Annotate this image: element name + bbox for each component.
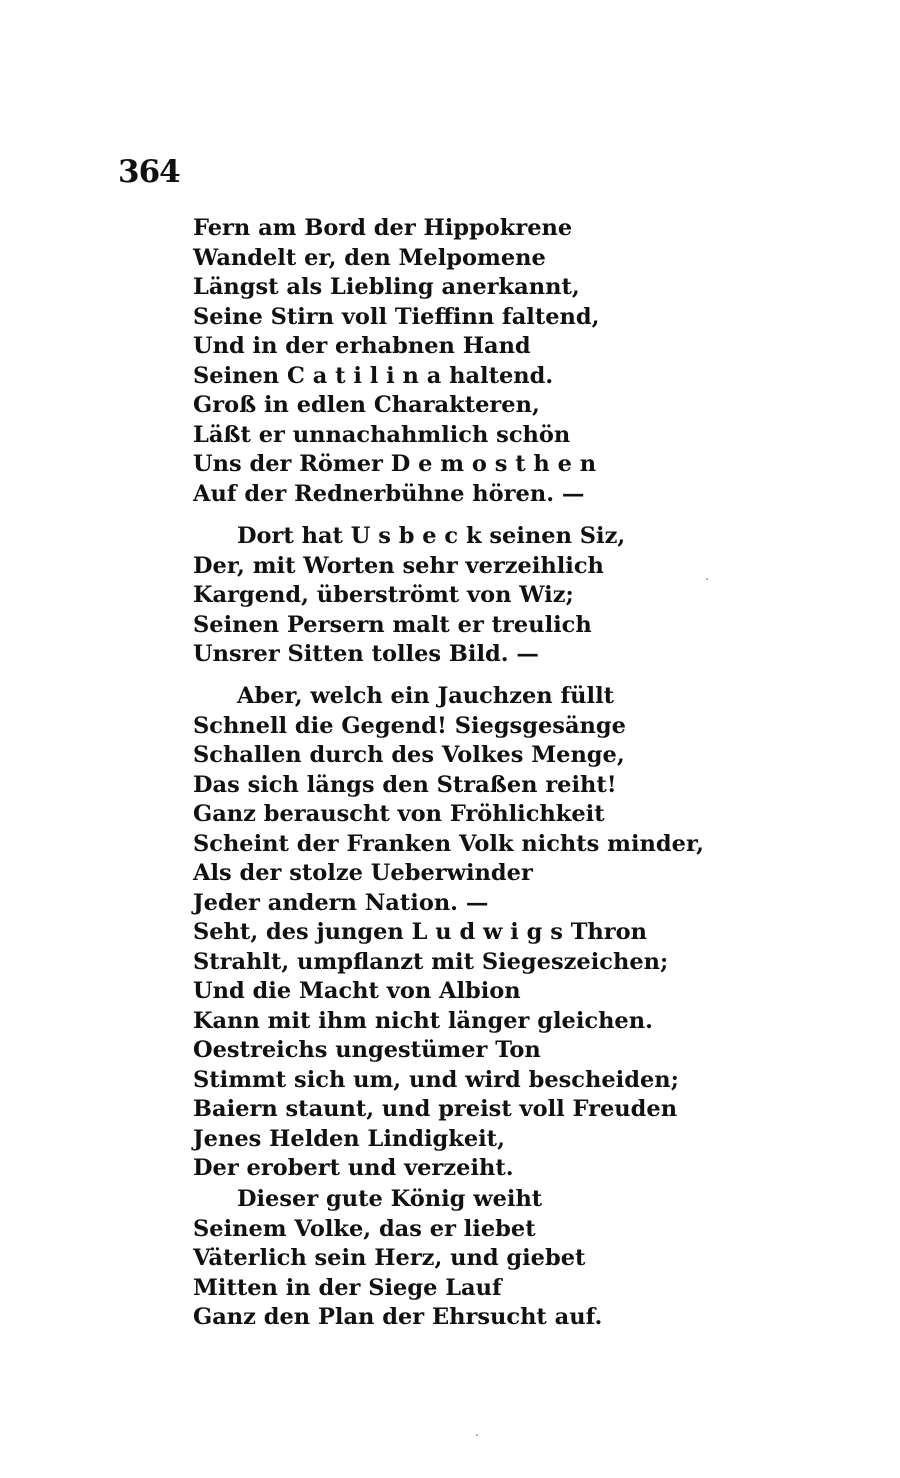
verse-line: Längst als Liebling anerkannt, <box>193 274 580 300</box>
verse-line: Kargend, überströmt von Wiz; <box>193 582 574 608</box>
stanza-3 <box>193 682 704 1184</box>
verse-line: Seine Stirn voll Tieffinn faltend, <box>193 303 600 330</box>
verse-line: Kann mit ihm nicht länger gleichen. <box>193 1007 653 1034</box>
stanza-4 <box>193 1185 602 1333</box>
verse-line: Jenes Helden Lindigkeit, <box>193 1125 505 1152</box>
paper-speck <box>706 578 708 580</box>
verse-line: Uns der Römer D e m o s t h e n <box>193 451 597 477</box>
stanza-1 <box>193 214 599 509</box>
verse-line: Scheint der Franken Volk nichts minder, <box>193 830 704 857</box>
verse-line: Dort hat U s b e c k seinen Siz, <box>237 523 626 549</box>
verse-line: Der erobert und verzeiht. <box>193 1155 514 1181</box>
verse-line: Wandelt er, den Melpomene <box>193 244 546 271</box>
verse-line: Läßt er unnachahmlich schön <box>193 421 571 448</box>
verse-line: Unsrer Sitten tolles Bild. — <box>193 641 539 667</box>
verse-line: Ganz den Plan der Ehrsucht auf. <box>193 1304 603 1330</box>
verse-line: Seinen Persern malt er treulich <box>193 611 592 638</box>
verse-line: Schnell die Gegend! Siegsgesänge <box>193 712 626 739</box>
verse-line: Seinen C a t i l i n a haltend. <box>193 362 554 389</box>
verse-line: Dieser gute König weiht <box>237 1186 543 1212</box>
verse-line: Schallen durch des Volkes Menge, <box>193 742 625 768</box>
verse-line: Baiern staunt, und preist voll Freuden <box>193 1096 678 1122</box>
verse-line: Seht, des jungen L u d w i g s Thron <box>193 919 648 945</box>
verse-line: Aber, welch ein Jauchzen füllt <box>237 683 615 709</box>
paper-speck <box>476 1434 478 1436</box>
verse-line: Als der stolze Ueberwinder <box>193 860 533 886</box>
verse-line: Groß in edlen Charakteren, <box>193 392 540 418</box>
verse-line: Der, mit Worten sehr verzeihlich <box>193 552 604 579</box>
verse-line: Fern am Bord der Hippokrene <box>193 215 573 241</box>
verse-line: Stimmt sich um, und wird bescheiden; <box>193 1066 679 1093</box>
verse-line: Ganz berauscht von Fröhlichkeit <box>193 801 605 827</box>
verse-line: Mitten in der Siege Lauf <box>193 1274 502 1301</box>
verse-line: Auf der Rednerbühne hören. — <box>193 480 585 507</box>
stanza-2 <box>193 522 625 670</box>
verse-line: Jeder andern Nation. — <box>193 889 489 916</box>
verse-line: Väterlich sein Herz, und giebet <box>193 1245 586 1271</box>
page-number: 364 <box>118 154 180 190</box>
verse-line: Das sich längs den Straßen reiht! <box>193 771 617 798</box>
verse-line: Und in der erhabnen Hand <box>193 333 531 359</box>
verse-line: Strahlt, umpflanzt mit Siegeszeichen; <box>193 948 669 975</box>
verse-line: Und die Macht von Albion <box>193 978 521 1004</box>
verse-line: Oestreichs ungestümer Ton <box>193 1037 541 1063</box>
verse-line: Seinem Volke, das er liebet <box>193 1215 536 1242</box>
